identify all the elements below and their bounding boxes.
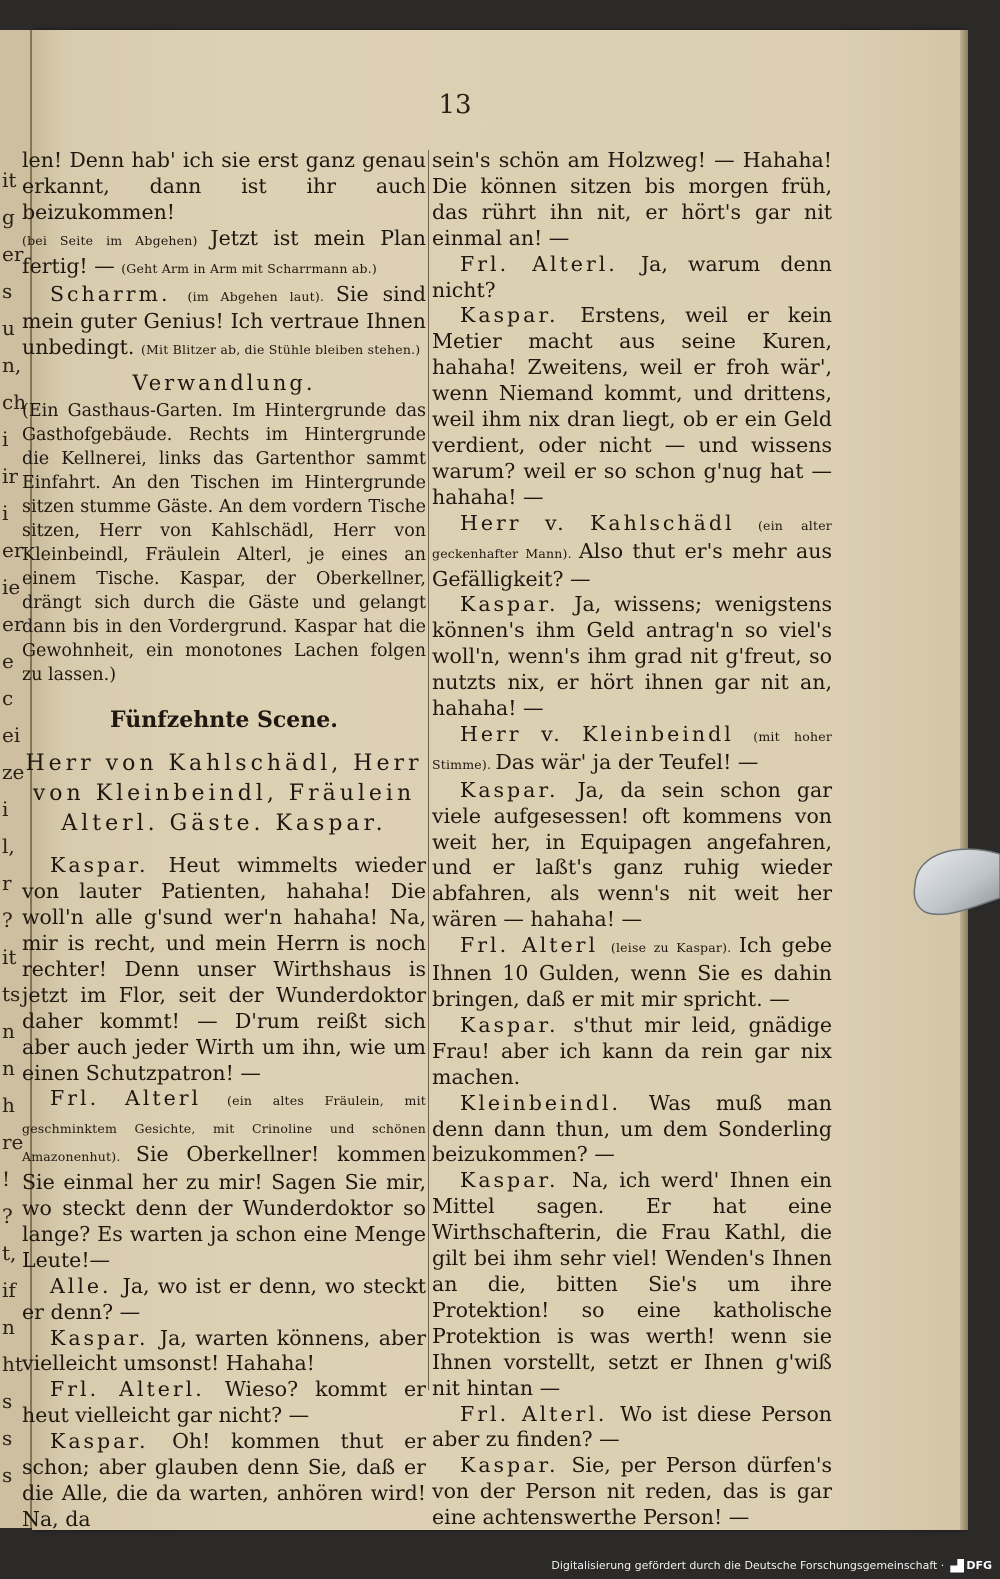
- dialogue-paragraph: [22, 1429, 426, 1533]
- previous-page-fragment: er: [2, 612, 24, 636]
- previous-page-fragment: ze: [2, 760, 25, 784]
- speech-text: Ja, warten könnens, aber vielleicht umsonst! Hahaha!: [22, 1325, 426, 1376]
- speaker-name: Kaspar.: [50, 1429, 173, 1454]
- speech-text: Ich gebe Ihnen 10 Gulden, wenn Sie es dahin bringen, daß er mit mir spricht. —: [432, 933, 833, 1011]
- dialogue-paragraph: [22, 853, 426, 1086]
- previous-page-fragment: if: [2, 1278, 16, 1302]
- dialogue-paragraph: [432, 1402, 832, 1454]
- footer-bar: [551, 1552, 1000, 1579]
- dialogue-paragraph: [22, 1377, 426, 1429]
- dialogue-paragraph: [432, 1453, 832, 1531]
- previous-page-fragment: n: [2, 1315, 15, 1339]
- previous-page-fragment: ei: [2, 723, 21, 747]
- previous-page-fragment: er: [2, 242, 24, 266]
- previous-page-fragment: i: [2, 797, 9, 821]
- previous-page-fragment: !: [2, 1167, 11, 1191]
- previous-page-fragment: n: [2, 1056, 15, 1080]
- stage-note: (Geht Arm in Arm mit Scharrmann ab.): [121, 260, 377, 276]
- paragraph: len! Denn hab' ich sie erst ganz genau erkannt, dann ist ihr auch beizukommen!: [22, 148, 426, 224]
- previous-page-fragment: er: [2, 538, 24, 562]
- left-column: [22, 148, 426, 1533]
- speaker-name: Kaspar.: [50, 1325, 160, 1350]
- previous-page-fragment: s: [2, 1389, 13, 1413]
- speech-text: Also thut er's mehr aus Gefälligkeit? —: [432, 538, 832, 591]
- speech-text: Sie, per Person dürfen's von der Person nit reden, das is gar eine achtenswerthe Person! —: [432, 1453, 832, 1530]
- stage-note: (ein alter geckenhafter Mann).: [432, 517, 832, 561]
- funding-notice: Digitalisierung gefördert durch die Deutsche Forschungsgemeinschaft ·: [551, 1559, 945, 1572]
- speech-text: Wo ist diese Person aber zu finden? —: [432, 1401, 833, 1452]
- dialogue-paragraph: [22, 1086, 426, 1273]
- previous-page-fragment: i: [2, 427, 9, 451]
- dialogue-paragraph: [22, 226, 426, 282]
- previous-page-fragment: e: [2, 649, 14, 673]
- dialogue-paragraph: [432, 303, 832, 510]
- previous-page-fragment: g: [2, 205, 15, 229]
- previous-page-fragment: r: [2, 871, 12, 895]
- previous-page-fragment: i: [2, 501, 9, 525]
- stage-note: (bei Seite im Abgehen): [22, 232, 211, 248]
- stage-note: (ein altes Fräulein, mit geschminktem Gesichte, mit Crinoline und schönen Amazonenhut).: [22, 1093, 426, 1165]
- previous-page-fragment: h: [2, 1093, 15, 1117]
- dfg-logo: [950, 1559, 992, 1573]
- speech-text: s'thut mir leid, gnädige Frau! aber ich kann da rein gar nix machen.: [432, 1012, 833, 1089]
- previous-page-fragment: ie: [2, 575, 21, 599]
- speaker-name: Herr v. Kleinbeindl: [460, 721, 754, 746]
- scene-title: Fünfzehnte Scene.: [110, 707, 338, 734]
- dialogue-paragraph: [22, 1326, 426, 1378]
- speech-text: Ja, wo ist er denn, wo steckt er denn? —: [22, 1273, 426, 1324]
- speaker-name: Kaspar.: [460, 1168, 572, 1193]
- speech-text: Erstens, weil er kein Metier macht aus seine Kuren, hahaha! Zweitens, weil er froh wär', wenn Niemand kommt, und drittens, weil ihm nix dran liegt, ob er ein Geld verdient, oder nicht — und wissens warum? weil er so schon g'nug hat — hahaha! —: [432, 303, 833, 509]
- dialogue-paragraph: [432, 933, 832, 1013]
- speech-text: Heut wimmelts wieder von lauter Patienten, hahaha! Die woll'n alle g'sund wer'n hahaha! Na, mir is recht, und mein Herrn is noch rechter! Denn unser Wirthshaus is jetzt im Flor, seit der Wunderdoktor daher kommt! — D'rum reißt sich aber auch jeder Wirth um ihn, wie um einen Schutzpatron! —: [22, 853, 427, 1085]
- previous-page-fragment: c: [2, 686, 14, 710]
- speech-text: Ja, warum denn nicht?: [432, 251, 832, 302]
- speaker-name: Frl. Alterl.: [460, 251, 641, 276]
- speaker-name: Scharrm.: [50, 281, 188, 306]
- previous-page-fragment: it: [2, 945, 17, 969]
- previous-page-fragment: s: [2, 279, 13, 303]
- speaker-name: Alle.: [50, 1273, 123, 1298]
- previous-page-fragment: re: [2, 1130, 24, 1154]
- previous-page-fragment: s: [2, 1463, 13, 1487]
- previous-page-fragment: ?: [2, 908, 13, 932]
- speaker-name: Frl. Alterl.: [50, 1377, 225, 1402]
- previous-page-fragment: ?: [2, 1204, 13, 1228]
- dialogue-paragraph: [22, 1274, 426, 1326]
- speech-text: Wieso? kommt er heut vielleicht gar nicht? —: [22, 1377, 426, 1428]
- column-divider: [428, 150, 429, 1390]
- speech-text: Jetzt ist mein Plan fertig! —: [22, 225, 426, 278]
- speaker-name: Kaspar.: [460, 1453, 572, 1478]
- dialogue-paragraph: [22, 282, 426, 364]
- speaker-name: Kaspar.: [460, 303, 581, 328]
- speech-text: Ja, wissens; wenigstens können's ihm Geld antrag'n so viel's woll'n, wenn's ihm grad nit g'freut, so nutzts nix, er hört ihnen gar nit an, hahaha! —: [432, 592, 832, 721]
- speech-text: Was muß man denn dann thun, um dem Sonderling beizukommen? —: [432, 1090, 832, 1167]
- dialogue-paragraph: [432, 592, 832, 722]
- dialogue-paragraph: [432, 1091, 832, 1169]
- page-tab-marker: [905, 840, 1000, 920]
- previous-page-fragment: ir: [2, 464, 18, 488]
- speech-text: Oh! kommen thut er schon; aber glauben denn Sie, daß er die Alle, die da warten, anhören wird! Na, da: [22, 1429, 426, 1531]
- speech-text: Das wär' ja der Teufel! —: [495, 749, 759, 774]
- right-column: [432, 148, 832, 1531]
- speaker-name: Frl. Alterl: [460, 933, 611, 958]
- dialogue-paragraph: [432, 252, 832, 304]
- previous-page-fragment: u: [2, 316, 15, 340]
- speaker-name: Frl. Alterl.: [460, 1401, 621, 1426]
- speaker-name: Frl. Alterl: [50, 1086, 228, 1111]
- stage-note: (im Abgehen laut).: [187, 288, 336, 304]
- dialogue-paragraph: [432, 511, 832, 593]
- stage-note: (Mit Blitzer ab, die Stühle bleiben stehen.): [140, 342, 421, 358]
- page-number: 13: [438, 90, 472, 120]
- dialogue-paragraph: [432, 778, 832, 933]
- previous-page-fragment: n,: [2, 353, 22, 377]
- previous-page-fragment: s: [2, 1426, 13, 1450]
- previous-page-fragment: l,: [2, 834, 15, 858]
- speaker-name: Kaspar.: [50, 853, 169, 878]
- speech-text: Sie Oberkellner! kommen Sie einmal her zu mir! Sagen Sie mir, wo steckt denn der Wunderdoktor so lange? Es warten ja schon eine Menge Leute!—: [22, 1142, 426, 1272]
- previous-page-fragment: t,: [2, 1241, 17, 1265]
- stage-note: (mit hoher Stimme).: [432, 728, 833, 772]
- previous-page-fragment: ts: [2, 982, 21, 1006]
- previous-page-fragment: ht: [2, 1352, 23, 1376]
- speaker-name: Kaspar.: [460, 1012, 574, 1037]
- paragraph: sein's schön am Holzweg! — Hahaha! Die können sitzen bis morgen früh, das rührt ihn nit, er hört's gar nit einmal an! —: [432, 148, 832, 250]
- speaker-name: Kaspar.: [460, 777, 578, 802]
- dialogue-paragraph: [432, 722, 832, 778]
- speech-text: Sie sind mein guter Genius! Ich vertraue Ihnen unbedingt.: [22, 281, 427, 360]
- previous-page-fragment: n: [2, 1019, 15, 1043]
- cast-list: Herr von Kahlschädl, Herr von Kleinbeindl, Fräulein Alterl. Gäste. Kaspar.: [25, 751, 423, 837]
- speaker-name: Kleinbeindl.: [460, 1090, 649, 1115]
- dialogue-paragraph: [432, 1013, 832, 1091]
- previous-page-fragment: it: [2, 168, 17, 192]
- previous-page-fragment: ch: [2, 390, 27, 414]
- speaker-name: Kaspar.: [460, 592, 575, 617]
- dfg-logo-text: DFG: [966, 1559, 992, 1572]
- speaker-name: Herr v. Kahlschädl: [460, 510, 758, 535]
- dialogue-paragraph: [432, 1168, 832, 1401]
- speech-text: Na, ich werd' Ihnen ein Mittel sagen. Er hat eine Wirthschafterin, die Frau Kathl, die gilt bei ihm sehr viel! Wenden's Ihnen an die, bitten Sie's um ihre Protektion! so eine katholische Protektion is was werth! wenn sie Ihnen vorstellt, setzt er Ihnen g'wiß nit hintan —: [432, 1168, 832, 1400]
- stage-note: (leise zu Kaspar).: [610, 940, 739, 956]
- stage-direction: (Ein Gasthaus-Garten. Im Hintergrunde das Gasthofgebäude. Rechts im Hintergrunde die Kellnerei, links das Gartenthor sammt Einfahrt. An den Tischen im Hintergrunde sitzen stumme Gäste. An dem vordern Tische sitzen, Herr von Kahlschädl, Herr von Kleinbeindl, Fräulein Alterl, je eines an einem Tische. Kaspar, der Oberkellner, drängt sich durch die Gäste und gelangt dann bis in den Vordergrund. Kaspar hat die Gewohnheit, ein monotones Lachen folgen zu lassen.): [22, 401, 426, 686]
- dfg-logo-mark-icon: [950, 1559, 964, 1573]
- section-heading: Verwandlung.: [132, 371, 316, 396]
- speech-text: Ja, da sein schon gar viele aufgesessen! oft kommens von weit her, in Equipagen angefahren, und er laßt's ganz ruhig wieder abfahren, als wenn's nit weit her wären — hahaha! —: [432, 777, 832, 932]
- page-edge-shadow: [960, 30, 968, 1530]
